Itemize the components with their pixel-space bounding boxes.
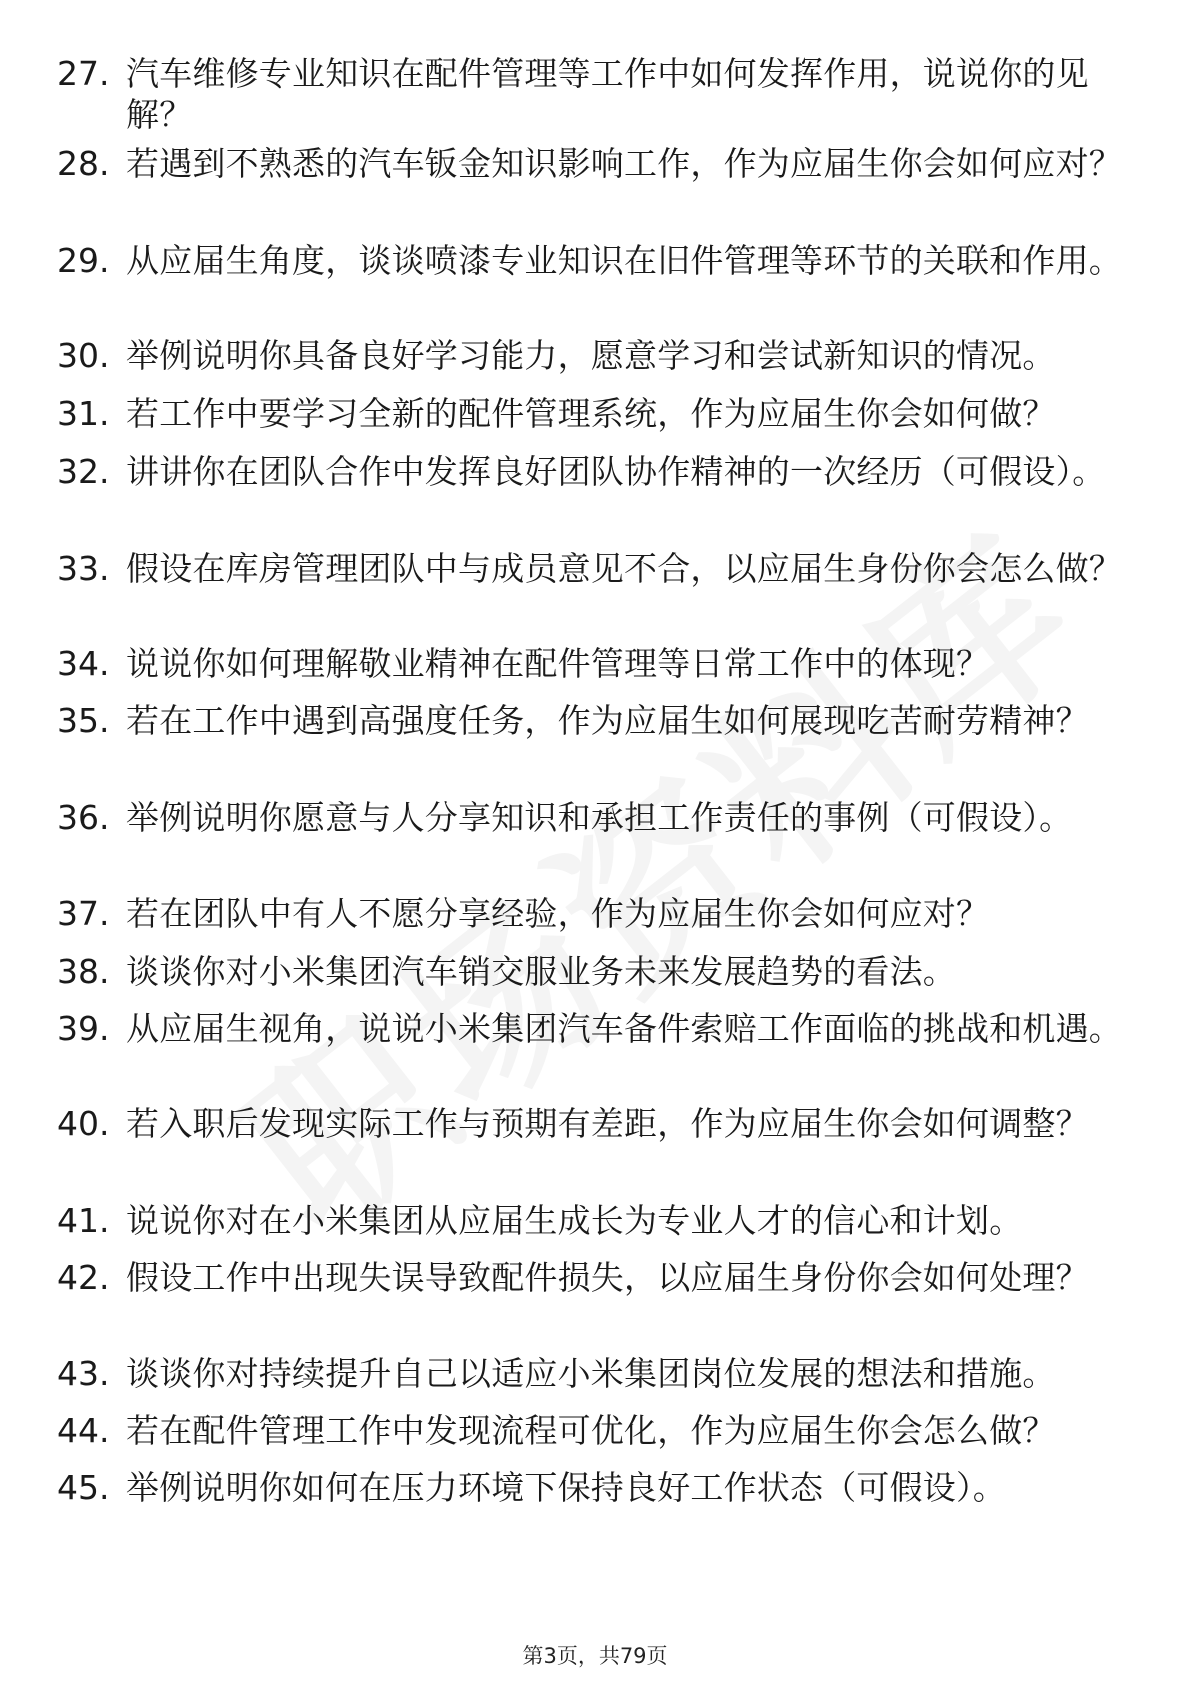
question-text: 举例说明你如何在压力环境下保持良好工作状态（可假设）。 [126, 1468, 1006, 1507]
question-number: 38. [57, 952, 110, 991]
question-number: 40. [57, 1104, 110, 1143]
question-number: 27. [57, 54, 110, 93]
question-text: 举例说明你愿意与人分享知识和承担工作责任的事例（可假设）。 [126, 798, 1073, 837]
question-number: 34. [57, 644, 110, 683]
question-text: 讲讲你在团队合作中发挥良好团队协作精神的一次经历（可假设）。 [126, 452, 1106, 491]
question-number: 29. [57, 241, 110, 280]
question-text: 假设工作中出现失误导致配件损失，以应届生身份你会如何处理？ [126, 1258, 1089, 1297]
question-text: 若在配件管理工作中发现流程可优化，作为应届生你会怎么做？ [126, 1411, 1056, 1450]
question-number: 45. [57, 1468, 110, 1507]
question-number: 37. [57, 894, 110, 933]
question-text: 若遇到不熟悉的汽车钣金知识影响工作，作为应届生你会如何应对？ [126, 144, 1122, 183]
question-text: 从应届生视角，说说小米集团汽车备件索赔工作面临的挑战和机遇。 [126, 1009, 1122, 1048]
question-number: 35. [57, 701, 110, 740]
question-number: 31. [57, 394, 110, 433]
question-text: 举例说明你具备良好学习能力，愿意学习和尝试新知识的情况。 [126, 336, 1056, 375]
question-text: 从应届生角度，谈谈喷漆专业知识在旧件管理等环节的关联和作用。 [126, 241, 1122, 280]
question-number: 28. [57, 144, 110, 183]
question-number: 30. [57, 336, 110, 375]
question-number: 33. [57, 549, 110, 588]
question-number: 41. [57, 1201, 110, 1240]
question-number: 32. [57, 452, 110, 491]
question-number: 42. [57, 1258, 110, 1297]
question-number: 36. [57, 798, 110, 837]
question-number: 39. [57, 1009, 110, 1048]
question-number: 44. [57, 1411, 110, 1450]
question-text: 若在团队中有人不愿分享经验，作为应届生你会如何应对？ [126, 894, 990, 933]
question-text: 汽车维修专业知识在配件管理等工作中如何发挥作用，说说你的见解？ [126, 54, 1089, 134]
question-text: 若在工作中遇到高强度任务，作为应届生如何展现吃苦耐劳精神？ [126, 701, 1089, 740]
question-text: 谈谈你对持续提升自己以适应小米集团岗位发展的想法和措施。 [126, 1354, 1056, 1393]
question-text: 说说你对在小米集团从应届生成长为专业人才的信心和计划。 [126, 1201, 1023, 1240]
question-text: 谈谈你对小米集团汽车销交服业务未来发展趋势的看法。 [126, 952, 956, 991]
question-text: 说说你如何理解敬业精神在配件管理等日常工作中的体现？ [126, 644, 990, 683]
question-text: 若入职后发现实际工作与预期有差距，作为应届生你会如何调整？ [126, 1104, 1089, 1143]
question-text: 若工作中要学习全新的配件管理系统，作为应届生你会如何做？ [126, 394, 1056, 433]
page-number-footer: 第3页，共79页 [522, 1644, 668, 1668]
question-text: 假设在库房管理团队中与成员意见不合，以应届生身份你会怎么做？ [126, 549, 1122, 588]
question-number: 43. [57, 1354, 110, 1393]
